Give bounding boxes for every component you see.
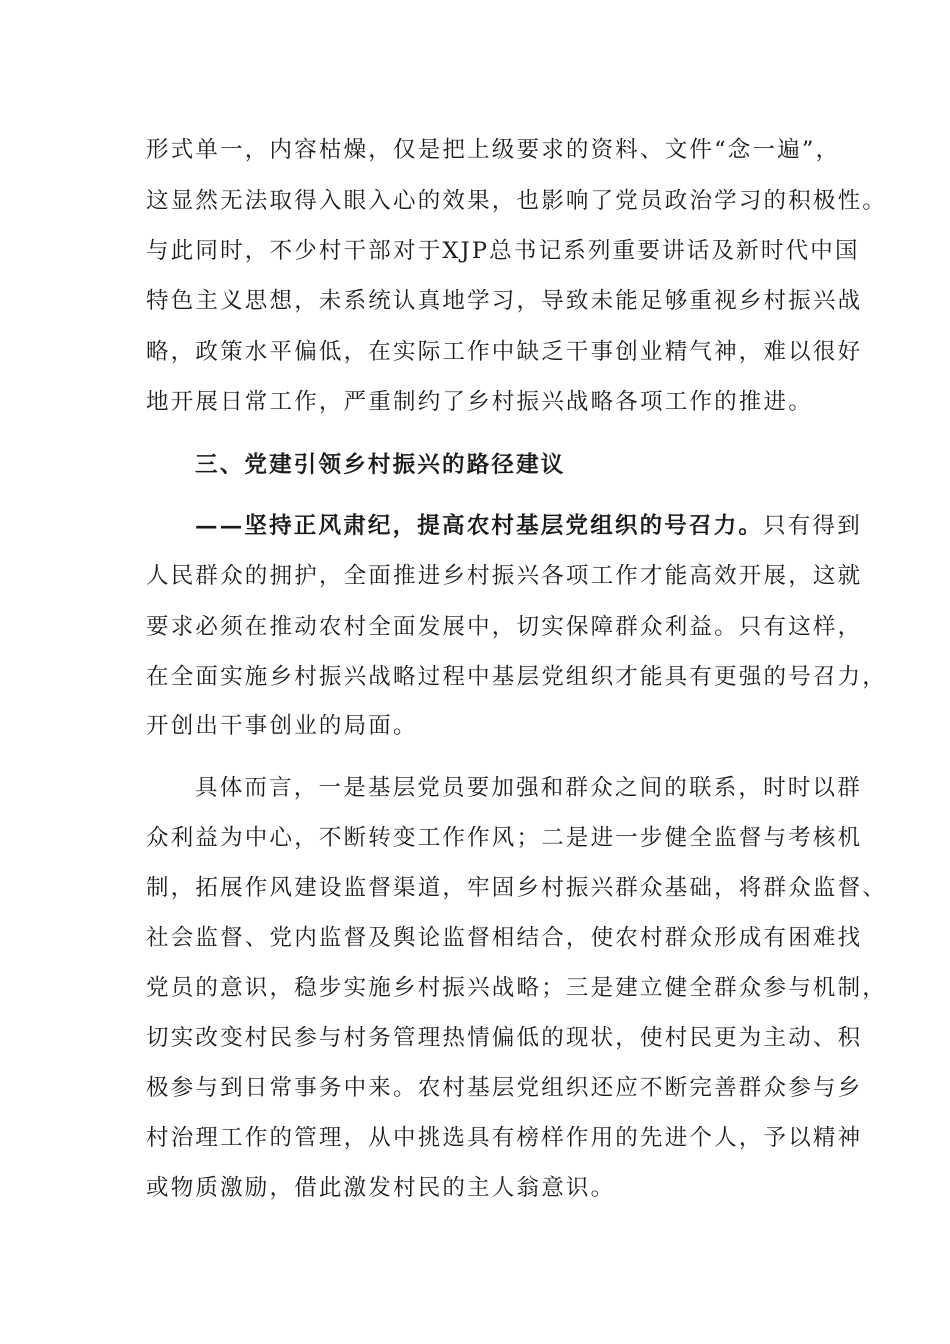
- paragraph-1-line-3: 与此同时，不少村干部对于XJP总书记系列重要讲话及新时代中国: [146, 238, 860, 264]
- paragraph-3-line-2: 众利益为中心，不断转变工作作风；二是进一步健全监督与考核机: [146, 825, 863, 851]
- paragraph-1-line-2: 这显然无法取得入眼入心的效果，也影响了党员政治学习的积极性。: [146, 188, 888, 214]
- paragraph-1-line-6: 地开展日常工作，严重制约了乡村振兴战略各项工作的推进。: [146, 389, 813, 415]
- paragraph-3-line-4: 社会监督、党内监督及舆论监督相结合，使农村群众形成有困难找: [146, 925, 863, 951]
- paragraph-3-line-7: 极参与到日常事务中来。农村基层党组织还应不断完善群众参与乡: [146, 1075, 863, 1101]
- paragraph-1-line-1: 形式单一，内容枯燥，仅是把上级要求的资料、文件“念一遍”，: [146, 137, 841, 163]
- paragraph-2-first-line-rest: 只有得到: [763, 513, 862, 539]
- paragraph-3-line-3: 制，拓展作风建设监督渠道，牢固乡村振兴群众基础，将群众监督、: [146, 875, 888, 901]
- paragraph-3-line-9: 或物质激励，借此激发村民的主人翁意识。: [146, 1175, 616, 1201]
- paragraph-2-bold-lead: ——坚持正风肃纪，提高农村基层党组织的号召力。: [195, 513, 764, 539]
- paragraph-2-first-line: [195, 506, 862, 546]
- paragraph-3-line-8: 村治理工作的管理，从中挑选具有榜样作用的先进个人，予以精神: [146, 1125, 863, 1151]
- paragraph-2-line-5: 开创出干事创业的局面。: [146, 713, 418, 739]
- paragraph-3-line-5: 党员的意识，稳步实施乡村振兴战略；三是建立健全群众参与机制，: [146, 975, 888, 1001]
- paragraph-1-line-5: 略，政策水平偏低，在实际工作中缺乏干事创业精气神，难以很好: [146, 339, 863, 365]
- paragraph-1-line-4: 特色主义思想，未系统认真地学习，导致未能足够重视乡村振兴战: [146, 288, 863, 314]
- paragraph-2-line-2: 人民群众的拥护，全面推进乡村振兴各项工作才能高效开展，这就: [146, 563, 863, 589]
- paragraph-3-line-1: 具体而言，一是基层党员要加强和群众之间的联系，时时以群: [195, 775, 862, 801]
- paragraph-2-line-3: 要求必须在推动农村全面发展中，切实保障群众利益。只有这样，: [146, 614, 863, 640]
- paragraph-3-line-6: 切实改变村民参与村务管理热情偏低的现状，使村民更为主动、积: [146, 1025, 863, 1051]
- paragraph-2-line-4: 在全面实施乡村振兴战略过程中基层党组织才能具有更强的号召力，: [146, 664, 888, 690]
- section-heading: 三、党建引领乡村振兴的路径建议: [195, 452, 566, 478]
